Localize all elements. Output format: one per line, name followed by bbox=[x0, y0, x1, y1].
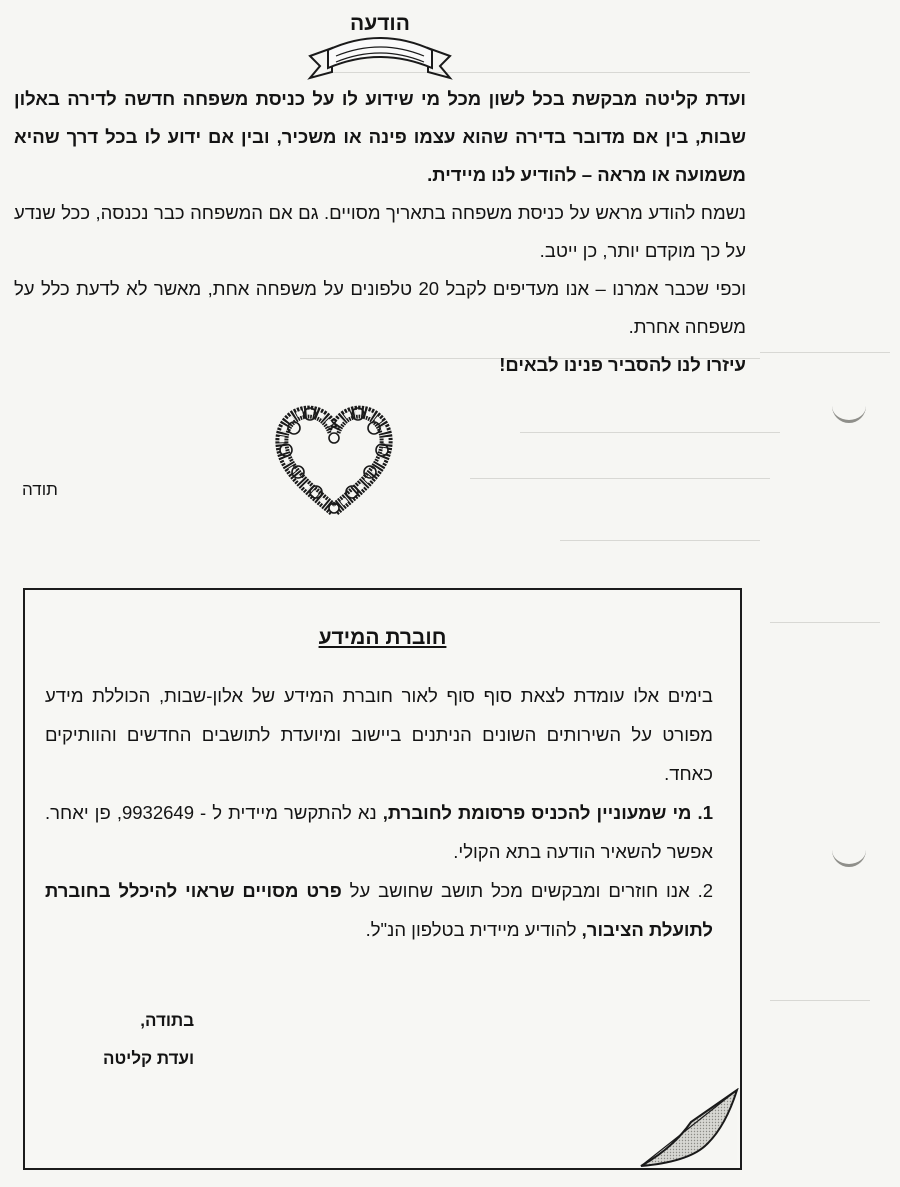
bleed-line bbox=[760, 352, 890, 353]
booklet-item-2-b: פרט מסויים שראוי להיכלל בחוברת לתועלת הציבור, bbox=[45, 880, 713, 940]
booklet-body bbox=[45, 676, 713, 949]
rose-heart-icon bbox=[272, 398, 396, 522]
bleed-line bbox=[560, 540, 760, 541]
booklet-item-2-c: להודיע מיידית בטלפון הנ"ל. bbox=[365, 919, 582, 940]
booklet-item-1-rest: נא להתקשר מיידית ל - 9932649, פן יאחר. אפשר להשאיר הודעה בתא הקולי. bbox=[45, 802, 713, 862]
booklet-title: חוברת המידע bbox=[318, 626, 447, 649]
bleed-line bbox=[470, 478, 770, 479]
notice-title: הודעה bbox=[350, 12, 410, 35]
notice-paragraph-3: וכפי שכבר אמרנו – אנו מעדיפים לקבל 20 טלפונים על משפחה אחת, מאשר לא לדעת כלל על משפחה אחרת. bbox=[14, 278, 747, 337]
booklet-item-2 bbox=[45, 871, 713, 949]
signature-line-1: בתודה, bbox=[140, 1011, 195, 1030]
notice-paragraph-4: עיזרו לנו להסביר פנינו לבאים! bbox=[499, 354, 746, 375]
notice-paragraph-1: ועדת קליטה מבקשת בכל לשון מכל מי שידוע לו על כניסת משפחה חדשה לדירה באלון שבות, בין אם מדובר בדירה שהוא עצמו פינה או משכיר, ובין אם ידוע לו בכל דרך שהיא משמועה או מראה – להודיע לנו מיידית. bbox=[14, 88, 746, 185]
notice-body bbox=[14, 80, 746, 384]
booklet-item-1 bbox=[45, 793, 713, 871]
bleed-line bbox=[770, 622, 880, 623]
booklet-item-2-a: 2. אנו חוזרים ומבקשים מכל תושב שחושב על bbox=[341, 880, 714, 901]
page-curl-icon bbox=[633, 1088, 743, 1170]
signature-line-2: ועדת קליטה bbox=[103, 1049, 195, 1068]
thanks-text: תודה bbox=[22, 480, 58, 499]
bleed-line bbox=[520, 432, 780, 433]
signature bbox=[103, 1002, 194, 1078]
punch-hole bbox=[832, 394, 866, 423]
bleed-line bbox=[770, 1000, 870, 1001]
punch-hole bbox=[832, 838, 866, 867]
booklet-item-1-bold: 1. מי שמעוניין להכניס פרסומת לחוברת, bbox=[382, 802, 713, 823]
notice-paragraph-2: נשמח להודע מראש על כניסת משפחה בתאריך מסויים. גם אם המשפחה כבר נכנסה, ככל שנדע על כך מוקדם יותר, כן ייטב. bbox=[14, 202, 746, 261]
title-banner bbox=[290, 6, 470, 84]
booklet-intro: בימים אלו עומדת לצאת סוף סוף לאור חוברת המידע של אלון-שבות, הכוללת מידע מפורט על השירותים השונים הניתנים ביישוב ומיועדת לתושבים החדשים והוותיקים כאחד. bbox=[45, 685, 713, 784]
booklet-notice-box bbox=[23, 588, 742, 1170]
